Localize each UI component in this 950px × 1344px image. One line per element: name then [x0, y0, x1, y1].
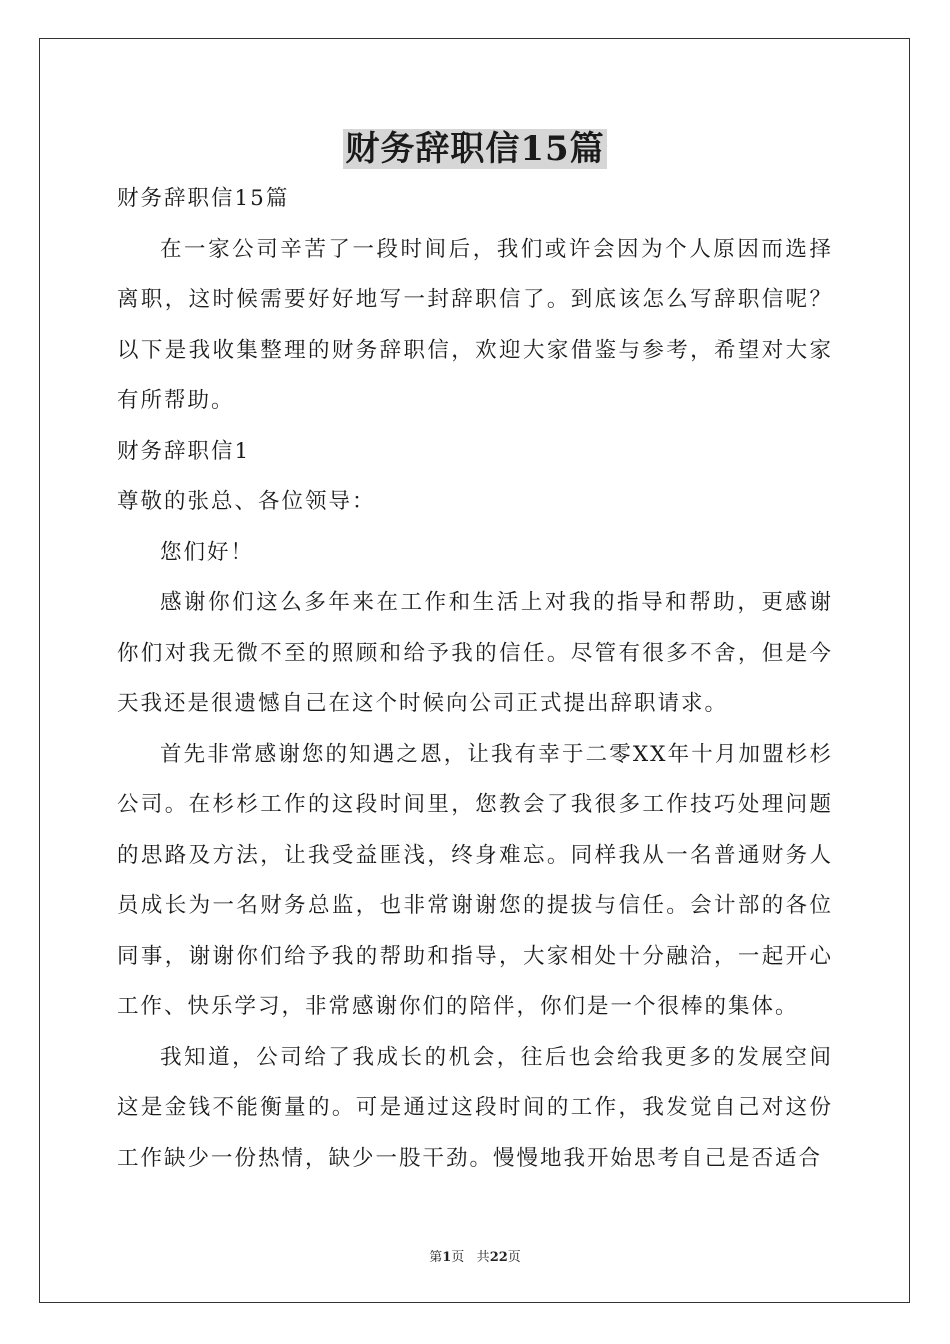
- document-title-text: 财务辞职信15篇: [345, 129, 605, 169]
- paragraph: 财务辞职信1: [117, 438, 251, 464]
- paragraph: 首先非常感谢您的知遇之恩，让我有幸于二零XX年十月加盟杉杉公司。在杉杉工作的这段时间里，您教会了我很多工作技巧处理问题的思路及方法，让我受益匪浅，终身难忘。同样我从一名普通财务人员成长为一名财务总监，也非常谢谢您的提拔与信任。会计部的各位同事，谢谢你们给予我的帮助和指导，大家相处十分融洽，一起开心工作、快乐学习，非常感谢你们的陪伴，你们是一个很棒的集体。: [117, 741, 833, 1019]
- page-footer: [0, 1246, 950, 1265]
- paragraph: 财务辞职信15篇: [117, 186, 290, 211]
- page-prefix: 第: [429, 1250, 443, 1265]
- document-body: [117, 174, 833, 1184]
- page-number: 1: [442, 1250, 452, 1265]
- document-title: [0, 126, 950, 172]
- total-prefix: 共: [476, 1250, 490, 1265]
- paragraph: 感谢你们这么多年来在工作和生活上对我的指导和帮助，更感谢你们对我无微不至的照顾和给予我的信任。尽管有很多不舍，但是今天我还是很遗憾自己在这个时候向公司正式提出辞职请求。: [117, 590, 833, 716]
- total-pages: 22: [489, 1250, 508, 1265]
- paragraph: 我知道，公司给了我成长的机会，往后也会给我更多的发展空间这是金钱不能衡量的。可是通过这段时间的工作，我发觉自己对这份工作缺少一份热情，缺少一股干劲。慢慢地我开始思考自己是否适合: [117, 1044, 833, 1171]
- paragraph: 您们好！: [160, 539, 255, 565]
- paragraph: 尊敬的张总、各位领导：: [117, 489, 376, 514]
- paragraph: 在一家公司辛苦了一段时间后，我们或许会因为个人原因而选择离职，这时候需要好好地写一封辞职信了。到底该怎么写辞职信呢？以下是我收集整理的财务辞职信，欢迎大家借鉴与参考，希望对大家有所帮助。: [117, 236, 833, 413]
- page-suffix: 页: [451, 1250, 465, 1265]
- total-suffix: 页: [507, 1250, 521, 1265]
